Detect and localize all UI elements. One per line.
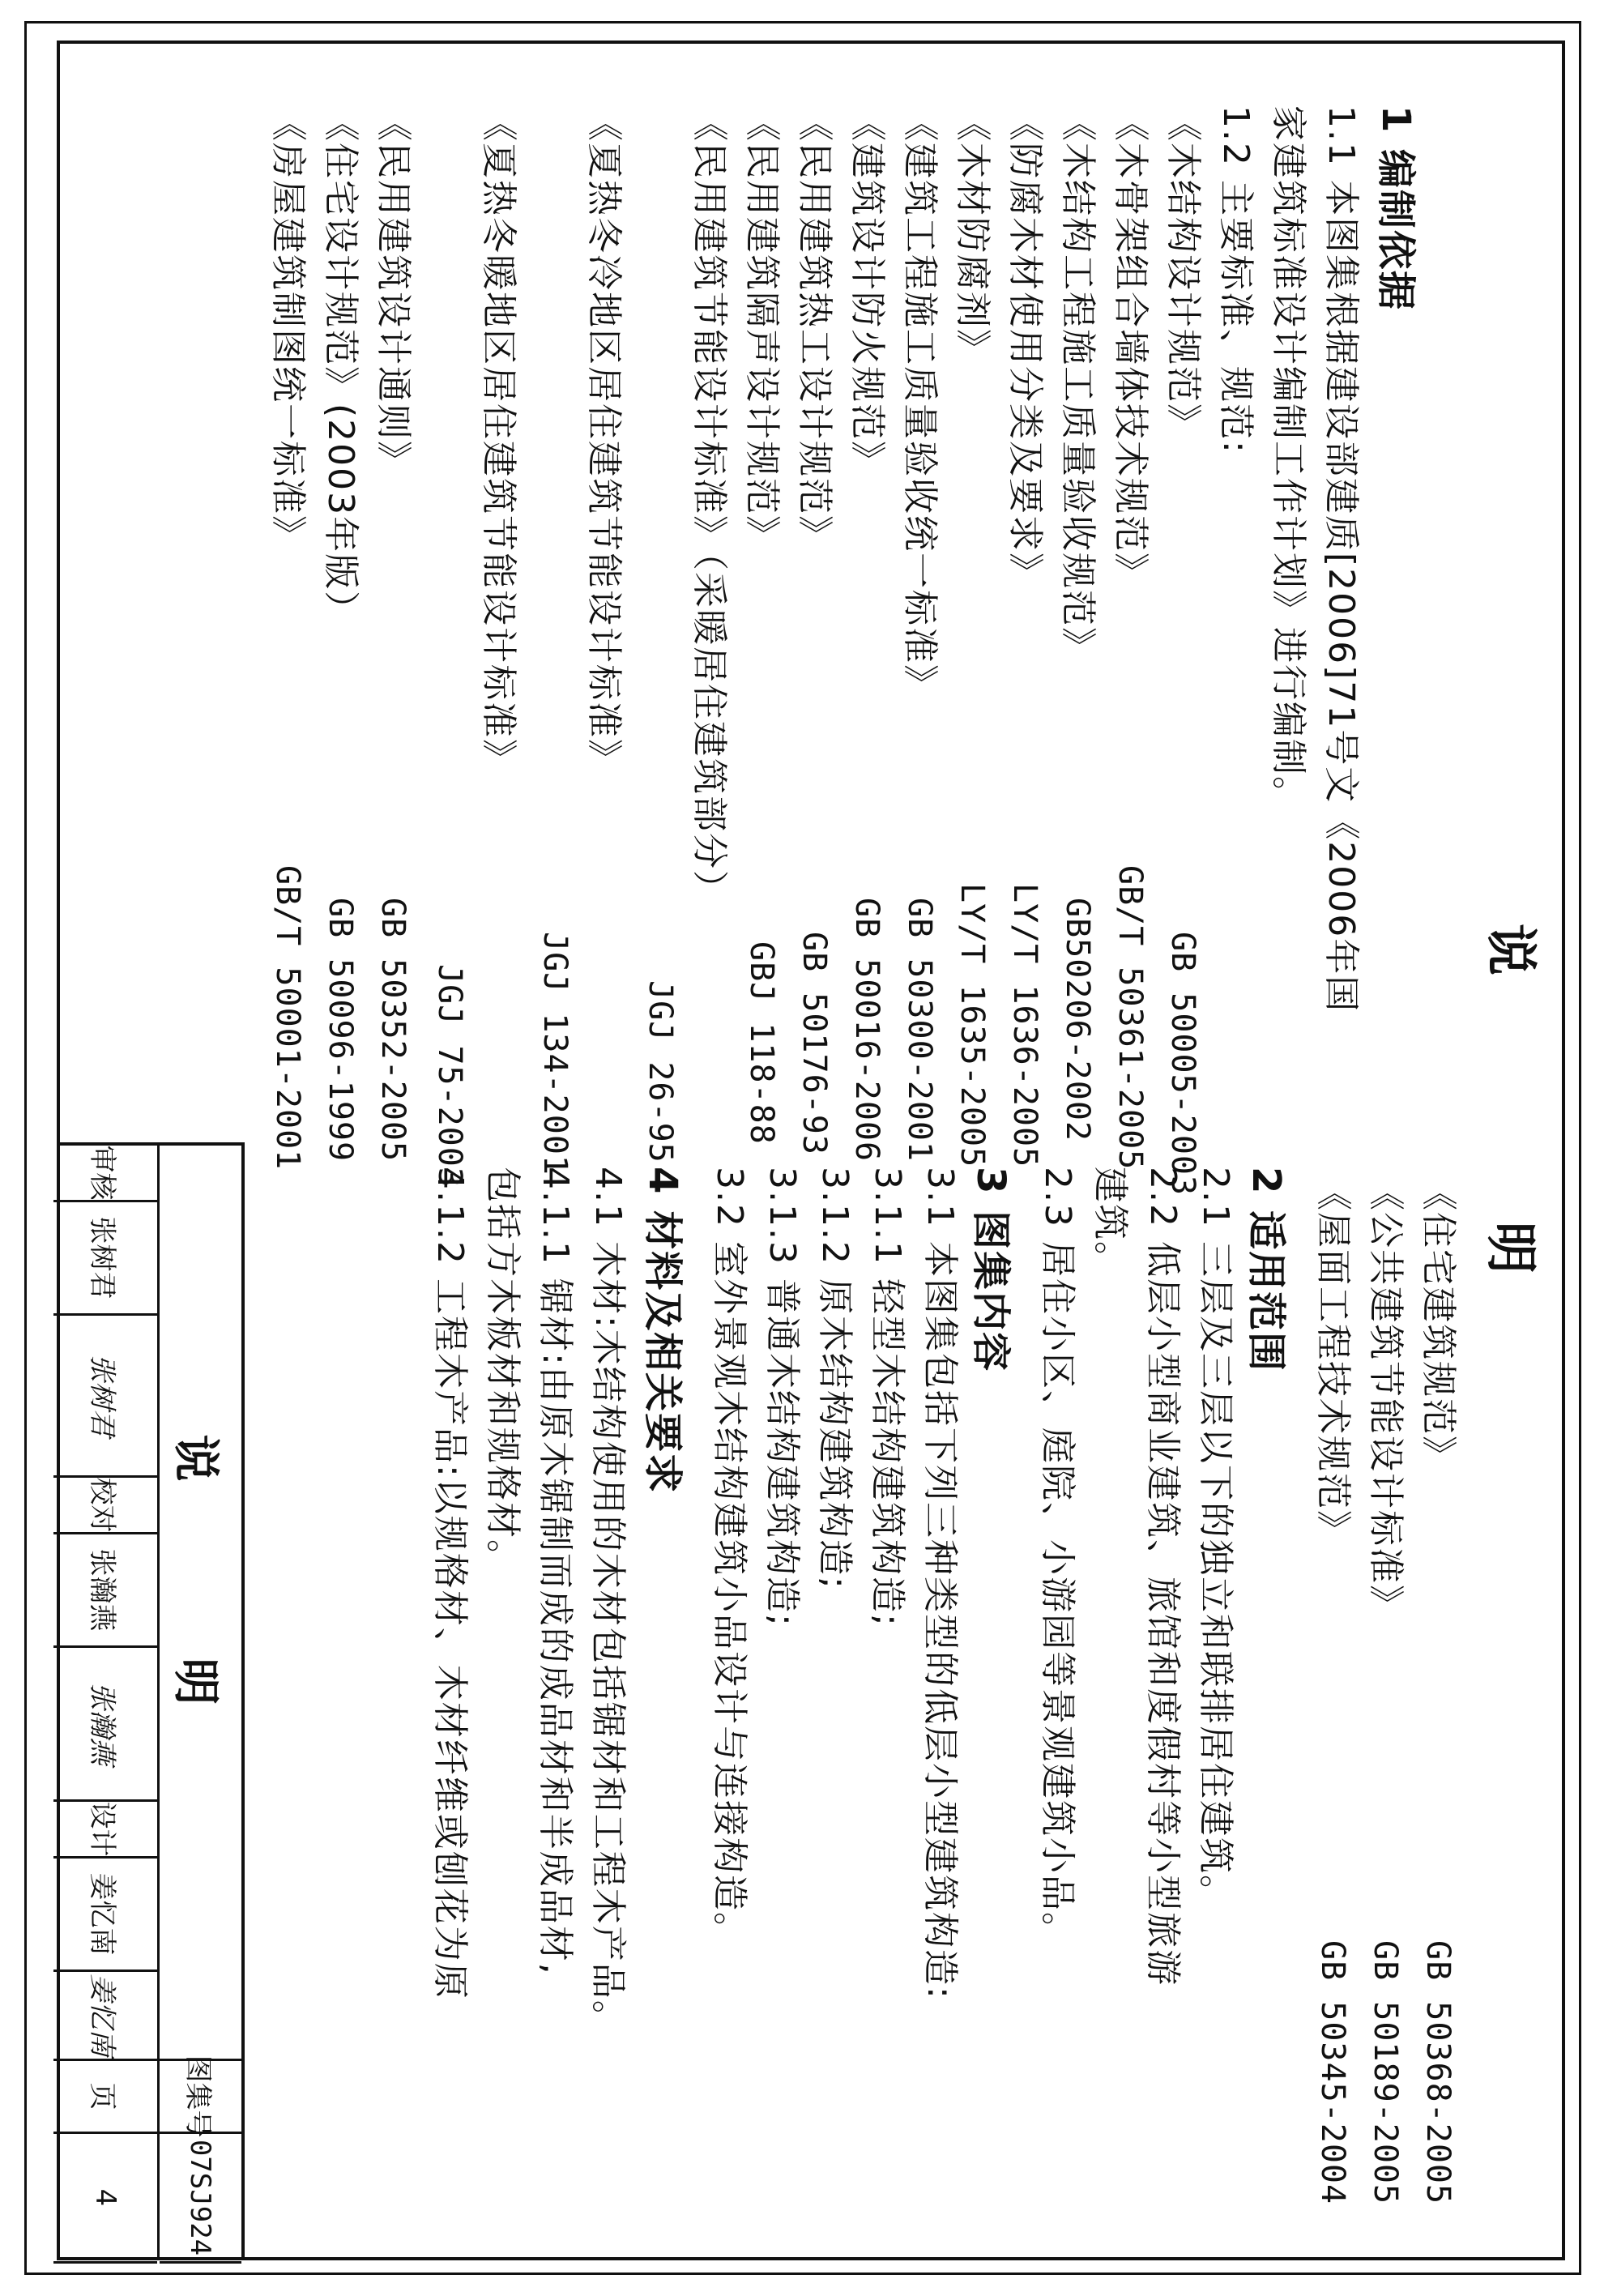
checker-signature: 张瀚燕 [53,1648,157,1802]
standard-code: GB/T 50361-2005 [1111,865,1149,1171]
standard-code: GBJ 118-88 [743,941,780,1145]
section2-item: 2.2 低层小型商业建筑、旅馆和度假村等小型旅游 [1142,1167,1184,1987]
section3-item: 3.2 室外景观木结构建筑小品设计与连接构造。 [709,1167,750,1949]
standard-code: LY/T 1636-2005 [1006,883,1043,1168]
section2-heading: 2 适用范围 [1244,1167,1289,1373]
standard-name: 《木材防腐剂》 [952,105,993,366]
section2-item: 建筑。 [1090,1167,1131,1278]
reviewer-name: 张树君 [53,1202,157,1316]
standard-name: 《建筑工程施工质量验收统一标准》 [899,105,941,702]
standard-name: 《房屋建筑制图统一标准》 [267,105,309,553]
standard-name: 《木骨架组合墙体技术规范》 [1110,105,1151,590]
standard-name: 《公共建筑节能设计标准》 [1365,1175,1406,1622]
standard-code: JGJ 26-95 [642,980,679,1163]
section3-item: 3.1 本图集包括下列三种类型的低层小型建筑构造: [919,1167,961,2000]
standard-code: GB 50005-2003 [1164,932,1201,1197]
standard-name: 《建筑设计防火规范》 [847,105,888,478]
standard-name: 《夏热冬冷地区居住建筑节能设计标准》 [583,105,625,776]
standard-code: GB50206-2002 [1059,898,1096,1142]
section4-item: 包括方木板材和规格材。 [482,1167,523,1577]
rotated-content [57,41,1565,2260]
page-title: 说 明 [1480,924,1540,1371]
section3-item: 3.1.3 普通木结构建筑构造; [761,1167,803,1628]
designer-label: 设计 [53,1802,157,1859]
standard-code: GB 50300-2001 [901,898,938,1163]
standard-name: 《防腐木材使用分类及要求》 [1005,105,1046,590]
title-block-signature-row [53,1146,157,2260]
standard-name: 《夏热冬暖地区居住建筑节能设计标准》 [478,105,519,776]
section4-item: 4.1.2 工程木产品:以规格材、木材纤维或刨花为原 [429,1167,471,2000]
section1-p2: 1.2 主要标准、规范: [1215,105,1256,455]
section3-item: 3.1.2 原木结构建筑构造; [814,1167,855,1590]
section3-item: 3.1.1 轻型木结构建筑构造; [867,1167,908,1628]
checker-name: 张瀚燕 [53,1534,157,1648]
section4-heading: 4 材料及相关要求 [640,1167,685,1495]
standard-name: 《民用建筑节能设计标准》（采暖居住建筑部分） [689,105,730,907]
standard-code: JGJ 134-2001 [536,932,574,1176]
standard-code: GB 50176-93 [796,932,833,1155]
section2-item: 2.1 三层及三层以下的独立和联排居住建筑。 [1195,1167,1236,1912]
reviewer-signature: 张树君 [53,1316,157,1478]
title-block-top-row [157,1146,241,2260]
standard-name: 《屋面工程技术规范》 [1312,1175,1354,1547]
standard-code: GB 50345-2004 [1314,1940,1351,2205]
designer-signature: 姜忆南 [53,1972,157,2061]
reviewer-label: 审核 [53,1146,157,1202]
standard-code: GB 50189-2005 [1367,1940,1404,2205]
standard-code: GB 50016-2006 [848,898,885,1163]
page-number: 4 [53,2134,157,2264]
section1-p1-line1: 1.1 本图集根据建设部建质[2006]71号文《2006年国 [1320,105,1362,1014]
title-block [57,1142,245,2260]
standard-name: 《民用建筑隔声设计规范》 [741,105,783,553]
title-block-title: 说 明 [160,1146,241,2061]
atlas-no-label: 图集号 [160,2061,241,2134]
designer-name: 姜忆南 [53,1859,157,1972]
section1-p1-line2: 家建筑标准设计编制工作计划》进行编制。 [1268,105,1309,813]
standard-code: LY/T 1635-2005 [953,883,991,1168]
section4-item: 4.1 木材:木结构使用的木材包括锯材和工程木产品。 [587,1167,629,2038]
section1-heading: 1 编制依据 [1373,105,1418,312]
standard-code: GB/T 50001-2001 [269,865,306,1171]
standard-code: GB 50368-2005 [1419,1940,1457,2205]
section4-item: 4.1.1 锯材:由原木锯制而成的成品材和半成品材, [535,1167,576,1976]
standard-code: GB 50352-2005 [374,898,412,1163]
section3-heading: 3 图集内容 [968,1167,1013,1373]
standard-code: JGJ 75-2003 [431,964,468,1188]
standard-name: 《民用建筑设计通则》 [373,105,414,478]
standard-name: 《木结构设计规范》 [1162,105,1204,441]
standard-code: GB 50096-1999 [322,898,359,1163]
standard-name: 《木结构工程施工质量验收规范》 [1057,105,1098,664]
section2-item: 2.3 居住小区、庭院、小游园等景观建筑小品。 [1037,1167,1078,1949]
page-label: 页 [53,2061,157,2134]
standard-name: 《住宅建筑规范》 [1418,1175,1459,1473]
atlas-no: 07SJ924 [160,2134,241,2264]
checker-label: 校对 [53,1478,157,1534]
standard-name: 《住宅设计规范》(2003年版） [320,105,361,629]
standard-name: 《民用建筑热工设计规范》 [794,105,835,553]
